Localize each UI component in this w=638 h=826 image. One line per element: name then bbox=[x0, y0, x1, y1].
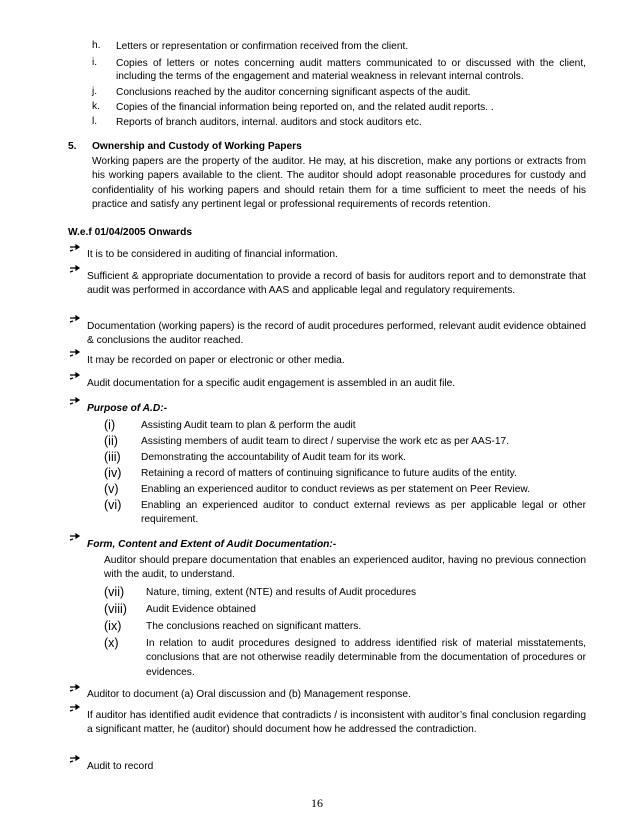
arrow-bullet-icon bbox=[69, 755, 83, 765]
section-body: Working papers are the property of the auditor. He may, at his discretion, make any portions or extracts from his working papers available to the client. The auditor should adopt reasonable procedures for custody and confidentiality of his working papers and should retain them for a time sufficient to meet the needs of his practice and satisfy any pertinent legal or professional requirements of records retention. bbox=[92, 156, 586, 211]
arrow-bullet-icon bbox=[69, 265, 83, 275]
bullet-text: It is to be considered in auditing of financial information. bbox=[87, 249, 338, 260]
section-number: 5. bbox=[68, 141, 77, 152]
bullet-text: Audit documentation for a specific audit engagement is assembled in an audit file. bbox=[87, 378, 456, 389]
arrow-bullet-icon bbox=[69, 372, 83, 382]
bullet-text: Documentation (working papers) is the record of audit procedures performed, relevant audit evidence obtained & conclusions the auditor reached. bbox=[87, 321, 586, 347]
bullet-text: Auditor to document (a) Oral discussion and (b) Management response. bbox=[87, 689, 411, 700]
section-heading: Ownership and Custody of Working Papers bbox=[92, 141, 302, 152]
page-number: 16 bbox=[311, 796, 323, 810]
arrow-bullet-icon bbox=[69, 315, 83, 325]
arrow-bullet-icon bbox=[69, 349, 83, 359]
subheading-wef: W.e.f 01/04/2005 Onwards bbox=[68, 227, 193, 238]
arrow-bullet-icon bbox=[69, 533, 83, 543]
arrow-bullet-icon bbox=[69, 684, 83, 694]
purpose-heading: Purpose of A.D:- bbox=[87, 403, 167, 414]
arrow-bullet-icon bbox=[69, 397, 83, 407]
bullet-text: If auditor has identified audit evidence that contradicts / is inconsistent with auditor’s final conclusion regarding a significant matter, he (auditor) should document how he addressed the contradiction. bbox=[87, 710, 586, 736]
bullet-text: It may be recorded on paper or electronic or other media. bbox=[87, 355, 345, 366]
arrow-bullet-icon bbox=[69, 244, 83, 254]
form-intro: Auditor should prepare documentation that enables an experienced auditor, having no previous connection with the audit, to understand. bbox=[104, 555, 586, 581]
form-heading: Form, Content and Extent of Audit Documentation:- bbox=[87, 539, 337, 550]
bullet-text: Audit to record bbox=[87, 761, 154, 772]
arrow-bullet-icon bbox=[69, 704, 83, 714]
bullet-text: Sufficient & appropriate documentation to provide a record of basis for auditors report and to demonstrate that audit was performed in accordance with AAS and applicable legal and regulatory requirements. bbox=[87, 271, 586, 297]
